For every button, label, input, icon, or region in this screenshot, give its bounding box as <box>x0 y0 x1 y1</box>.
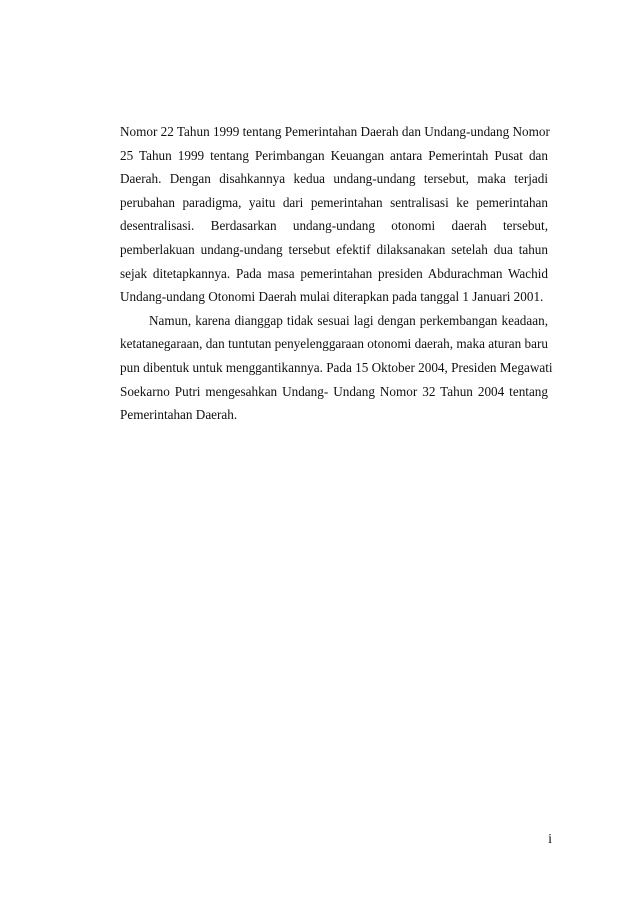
text-line-indented: Namun, karena dianggap tidak sesuai lagi dengan perkembangan keadaan, <box>149 312 548 328</box>
text-line: sejak ditetapkannya. Pada masa pemerintahan presiden Abdurachman Wachid <box>120 265 548 281</box>
text-line: pun dibentuk untuk menggantikannya. Pada 15 Oktober 2004, Presiden Megawati <box>120 359 553 375</box>
text-line: Pemerintahan Daerah. <box>120 407 238 423</box>
text-line: perubahan paradigma, yaitu dari pemerintahan sentralisasi ke pemerintahan <box>120 194 548 210</box>
text-line: ketatanegaraan, dan tuntutan penyelenggaraan otonomi daerah, maka aturan baru <box>120 336 548 352</box>
text-line: desentralisasi. Berdasarkan undang-undang otonomi daerah tersebut, <box>120 218 548 234</box>
text-line: pemberlakuan undang-undang tersebut efektif dilaksanakan setelah dua tahun <box>120 241 548 257</box>
text-line: Daerah. Dengan disahkannya kedua undang-undang tersebut, maka terjadi <box>120 171 548 187</box>
text-line: 25 Tahun 1999 tentang Perimbangan Keuangan antara Pemerintah Pusat dan <box>120 147 548 163</box>
text-line: Nomor 22 Tahun 1999 tentang Pemerintahan Daerah dan Undang-undang Nomor <box>120 124 550 139</box>
text-line: Soekarno Putri mengesahkan Undang- Undang Nomor 32 Tahun 2004 tentang <box>120 383 548 399</box>
body-text <box>120 120 553 427</box>
page-number: i <box>548 832 552 847</box>
text-line: Undang-undang Otonomi Daerah mulai diterapkan pada tanggal 1 Januari 2001. <box>120 289 544 305</box>
